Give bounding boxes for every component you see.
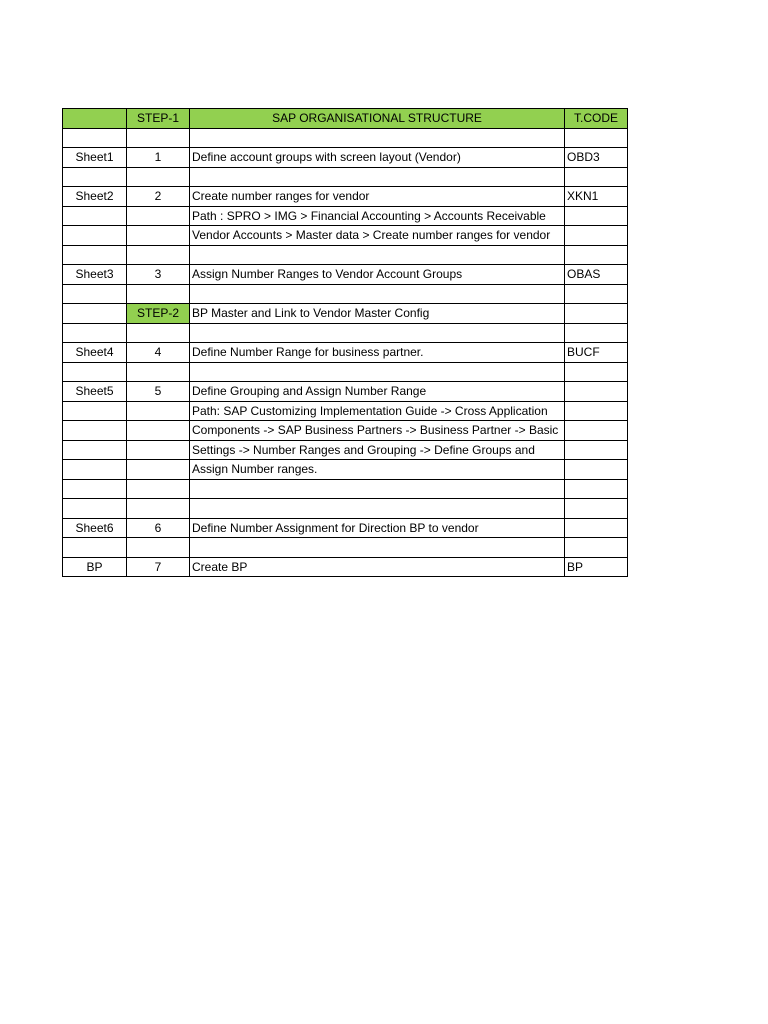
table-row	[63, 479, 628, 499]
sheet-cell[interactable]	[63, 460, 127, 480]
step-cell[interactable]	[127, 421, 190, 441]
description-cell[interactable]: Create number ranges for vendor	[190, 187, 565, 207]
table-row	[63, 382, 628, 402]
tcode-cell[interactable]	[565, 284, 628, 304]
header-row	[63, 109, 628, 129]
sheet-cell[interactable]: BP	[63, 557, 127, 577]
tcode-cell[interactable]	[565, 460, 628, 480]
tcode-cell[interactable]	[565, 499, 628, 519]
tcode-cell[interactable]	[565, 440, 628, 460]
description-cell[interactable]: Assign Number ranges.	[190, 460, 565, 480]
description-cell[interactable]: Assign Number Ranges to Vendor Account Groups	[190, 265, 565, 285]
step-cell[interactable]: STEP-2	[127, 304, 190, 324]
description-cell[interactable]	[190, 323, 565, 343]
sheet-cell[interactable]	[63, 479, 127, 499]
step-cell[interactable]: 4	[127, 343, 190, 363]
tcode-cell[interactable]	[565, 518, 628, 538]
step-cell[interactable]	[127, 401, 190, 421]
table-row	[63, 440, 628, 460]
tcode-cell[interactable]	[565, 401, 628, 421]
sheet-cell[interactable]	[63, 499, 127, 519]
step-cell[interactable]	[127, 245, 190, 265]
table-row	[63, 557, 628, 577]
description-cell[interactable]	[190, 362, 565, 382]
table-row	[63, 343, 628, 363]
tcode-cell[interactable]	[565, 304, 628, 324]
step-cell[interactable]	[127, 284, 190, 304]
table-row	[63, 460, 628, 480]
sheet-cell[interactable]	[63, 401, 127, 421]
tcode-cell[interactable]	[565, 226, 628, 246]
tcode-cell[interactable]: BP	[565, 557, 628, 577]
table-row	[63, 148, 628, 168]
description-cell[interactable]: Define Number Assignment for Direction BP to vendor	[190, 518, 565, 538]
tcode-cell[interactable]	[565, 245, 628, 265]
table-row	[63, 128, 628, 148]
sheet-cell[interactable]	[63, 421, 127, 441]
tcode-cell[interactable]	[565, 421, 628, 441]
table-row	[63, 538, 628, 558]
table-row	[63, 245, 628, 265]
sheet-cell[interactable]	[63, 167, 127, 187]
step-cell[interactable]	[127, 460, 190, 480]
description-cell[interactable]	[190, 499, 565, 519]
header-sheet-cell[interactable]	[63, 109, 127, 129]
description-cell[interactable]	[190, 284, 565, 304]
sheet-cell[interactable]	[63, 440, 127, 460]
step-cell[interactable]: 5	[127, 382, 190, 402]
table-row	[63, 401, 628, 421]
table-row	[63, 499, 628, 519]
description-cell[interactable]: Define account groups with screen layout (Vendor)	[190, 148, 565, 168]
description-cell[interactable]: Path : SPRO > IMG > Financial Accounting > Accounts Receivable	[190, 206, 565, 226]
header-step-cell[interactable]: STEP-1	[127, 109, 190, 129]
description-cell[interactable]	[190, 479, 565, 499]
tcode-cell[interactable]	[565, 323, 628, 343]
header-title-cell[interactable]: SAP ORGANISATIONAL STRUCTURE	[190, 109, 565, 129]
step-cell[interactable]	[127, 538, 190, 558]
description-cell[interactable]: Vendor Accounts > Master data > Create number ranges for vendor	[190, 226, 565, 246]
description-cell[interactable]	[190, 538, 565, 558]
description-cell[interactable]: Create BP	[190, 557, 565, 577]
table-row	[63, 167, 628, 187]
tcode-cell[interactable]	[565, 382, 628, 402]
description-cell[interactable]: Settings -> Number Ranges and Grouping -> Define Groups and	[190, 440, 565, 460]
sheet-cell[interactable]	[63, 128, 127, 148]
step-cell[interactable]	[127, 479, 190, 499]
description-cell[interactable]: BP Master and Link to Vendor Master Config	[190, 304, 565, 324]
tcode-cell[interactable]: OBAS	[565, 265, 628, 285]
tcode-cell[interactable]: BUCF	[565, 343, 628, 363]
table-row	[63, 304, 628, 324]
sheet-cell[interactable]: Sheet2	[63, 187, 127, 207]
step-cell[interactable]	[127, 167, 190, 187]
table-row	[63, 265, 628, 285]
sheet-cell[interactable]	[63, 323, 127, 343]
tcode-cell[interactable]: XKN1	[565, 187, 628, 207]
step-cell[interactable]	[127, 323, 190, 343]
tcode-cell[interactable]	[565, 362, 628, 382]
description-cell[interactable]: Components -> SAP Business Partners -> Business Partner -> Basic	[190, 421, 565, 441]
sheet-cell[interactable]: Sheet1	[63, 148, 127, 168]
sheet-cell[interactable]: Sheet6	[63, 518, 127, 538]
sheet-cell[interactable]	[63, 226, 127, 246]
tcode-cell[interactable]: OBD3	[565, 148, 628, 168]
step-cell[interactable]: 2	[127, 187, 190, 207]
tcode-cell[interactable]	[565, 206, 628, 226]
tcode-cell[interactable]	[565, 479, 628, 499]
description-cell[interactable]	[190, 128, 565, 148]
config-steps-table	[62, 108, 628, 577]
step-cell[interactable]	[127, 206, 190, 226]
step-cell[interactable]	[127, 440, 190, 460]
table-row	[63, 187, 628, 207]
sheet-cell[interactable]	[63, 362, 127, 382]
table-row	[63, 362, 628, 382]
description-cell[interactable]	[190, 245, 565, 265]
sheet-cell[interactable]: Sheet4	[63, 343, 127, 363]
table-row	[63, 206, 628, 226]
table-row	[63, 518, 628, 538]
step-cell[interactable]: 3	[127, 265, 190, 285]
sheet-cell[interactable]: Sheet3	[63, 265, 127, 285]
tcode-cell[interactable]	[565, 167, 628, 187]
step-cell[interactable]	[127, 226, 190, 246]
sheet-cell[interactable]	[63, 304, 127, 324]
description-cell[interactable]: Path: SAP Customizing Implementation Guide -> Cross Application	[190, 401, 565, 421]
sheet-cell[interactable]	[63, 245, 127, 265]
tcode-cell[interactable]	[565, 538, 628, 558]
tcode-cell[interactable]	[565, 128, 628, 148]
step-cell[interactable]: 1	[127, 148, 190, 168]
sheet-cell[interactable]	[63, 538, 127, 558]
table-row	[63, 284, 628, 304]
sheet-cell[interactable]	[63, 284, 127, 304]
table-row	[63, 323, 628, 343]
sheet-cell[interactable]: Sheet5	[63, 382, 127, 402]
step-cell[interactable]	[127, 362, 190, 382]
step-cell[interactable]: 7	[127, 557, 190, 577]
step-cell[interactable]: 6	[127, 518, 190, 538]
header-tcode-cell[interactable]: T.CODE	[565, 109, 628, 129]
table-row	[63, 421, 628, 441]
sheet-cell[interactable]	[63, 206, 127, 226]
description-cell[interactable]	[190, 167, 565, 187]
description-cell[interactable]: Define Grouping and Assign Number Range	[190, 382, 565, 402]
spreadsheet	[62, 108, 628, 577]
table-row	[63, 226, 628, 246]
step-cell[interactable]	[127, 499, 190, 519]
description-cell[interactable]: Define Number Range for business partner.	[190, 343, 565, 363]
step-cell[interactable]	[127, 128, 190, 148]
